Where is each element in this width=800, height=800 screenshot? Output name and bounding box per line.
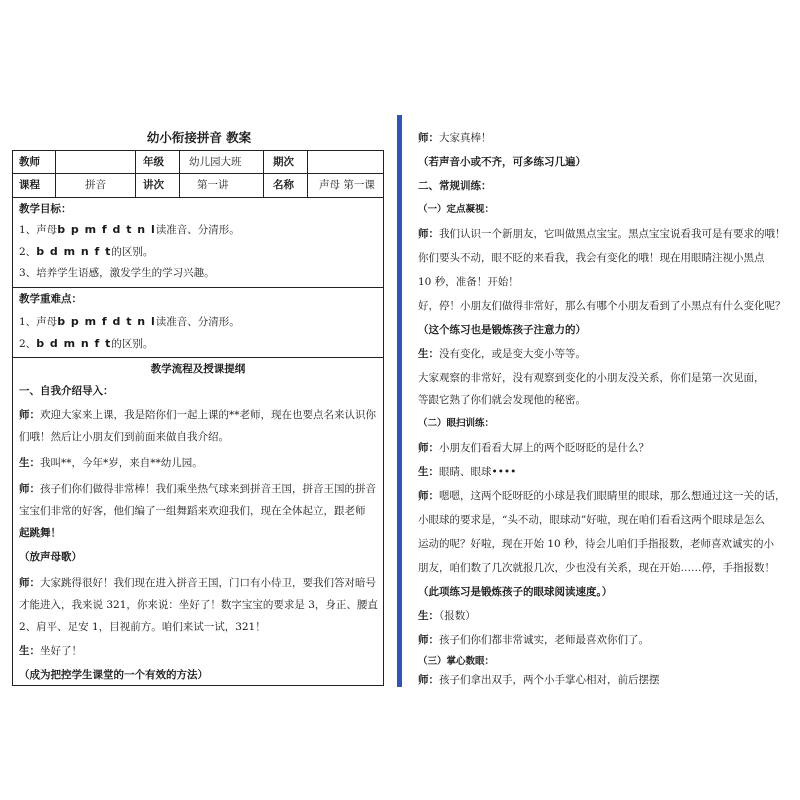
col-divider xyxy=(135,151,136,197)
dialogue-line: 师：欢迎大家来上课，我是陪你们一起上课的**老师，现在也要点名来认识你 xyxy=(19,409,376,421)
left-page xyxy=(12,118,386,688)
objectives-heading: 教学目标： xyxy=(19,203,72,215)
row-divider xyxy=(13,197,383,198)
note-line: （此项练习是锻炼孩子的眼球阅读速度。） xyxy=(418,586,613,598)
dialogue-line: 宝宝们非常的好客，他们编了一组舞蹈来欢迎我们，现在全体起立，跟老师 xyxy=(19,505,366,517)
col-divider xyxy=(55,151,56,197)
objective-item: 3、培养学生语感，激发学生的学习兴趣。 xyxy=(19,267,215,279)
page-divider xyxy=(397,115,402,687)
dialogue-line: 小眼球的要求是，“头不动，眼球动”好啦，现在咱们看看这两个眼球是怎么 xyxy=(418,514,765,526)
key-point-item: 2、b d m n f t的区别。 xyxy=(19,337,154,350)
flow-heading: 教学流程及授课提纲 xyxy=(150,363,246,375)
note-line: （这个练习也是锻炼孩子注意力的） xyxy=(418,324,586,336)
dialogue-line: 师：孩子们拿出双手，两个小手掌心相对，前后摆摆 xyxy=(418,674,660,686)
right-page xyxy=(410,118,798,688)
grade-label: 年级 xyxy=(143,156,164,168)
subsection-heading: （二）眼扫训练： xyxy=(418,418,495,429)
dialogue-line: 朋友，咱们数了几次就报几次，少也没有关系，现在开始……停，手指报数！ xyxy=(418,562,775,574)
col-divider xyxy=(263,151,264,197)
note-line: （成为把控学生课堂的一个有效的方法） xyxy=(19,669,208,681)
lesson-plan-table xyxy=(12,150,384,686)
section-heading: 二、常规训练： xyxy=(418,180,492,192)
dialogue-line: 师：孩子们你们做得非常棒！我们乘坐热气球来到拼音王国，拼音王国的拼音 xyxy=(19,483,376,495)
dialogue-line: 生：坐好了！ xyxy=(19,645,82,657)
name-value: 声母 第一课 xyxy=(319,179,375,191)
section-heading: 一、自我介绍导入： xyxy=(19,385,114,397)
dialogue-line: 师：大家跳得很好！我们现在进入拼音王国，门口有小侍卫，要我们答对暗号 xyxy=(19,577,376,589)
dialogue-line: 生：眼睛、眼球•••• xyxy=(418,466,517,478)
row-divider xyxy=(13,287,383,288)
dialogue-line: 你们要头不动，眼不眨的来看我，我会有变化的哦！现在用眼睛注视小黑点 xyxy=(418,252,765,264)
dialogue-line: 生：没有变化，或是变大变小等等。 xyxy=(418,348,586,360)
col-divider xyxy=(307,151,308,197)
lecture-value: 第一讲 xyxy=(197,179,229,191)
dialogue-line: 师：嗯嗯，这两个眨呀眨的小球是我们眼睛里的眼球，那么想通过这一关的话， xyxy=(418,490,786,502)
dialogue-line: 好，停！小朋友们做得非常好，那么有哪个小朋友看到了小黑点有什么变化呢？ xyxy=(418,300,786,312)
dialogue-line: 生：我叫**，今年*岁，来自**幼儿园。 xyxy=(19,457,203,469)
key-point-item: 1、声母b p m f d t n l读准音、分清形。 xyxy=(19,315,240,328)
teacher-label: 教师 xyxy=(19,156,40,168)
dialogue-line: 运动的呢？好啦，现在开始 10 秒，待会儿咱们手指报数，老师喜欢诚实的小 xyxy=(418,538,775,550)
lecture-label: 讲次 xyxy=(143,179,164,191)
note-line: （放声母歌） xyxy=(19,551,82,563)
dialogue-line: 等跟它熟了你们就会发现他的秘密。 xyxy=(418,394,586,406)
dialogue-line: 生：（报数） xyxy=(418,610,476,622)
grade-value: 幼儿园大班 xyxy=(189,156,242,168)
dialogue-line: 起跳舞！ xyxy=(19,527,61,539)
dialogue-line: 大家观察的非常好，没有观察到变化的小朋友没关系，你们是第一次见面， xyxy=(418,372,765,384)
objective-item: 1、声母b p m f d t n l读准音、分清形。 xyxy=(19,223,240,236)
subsection-heading: （三）掌心数眼： xyxy=(418,656,495,667)
name-label: 名称 xyxy=(273,179,294,191)
objective-item: 2、b d m n f t的区别。 xyxy=(19,245,154,258)
row-divider xyxy=(13,173,383,174)
key-points-heading: 教学重难点： xyxy=(19,293,82,305)
issue-label: 期次 xyxy=(273,156,294,168)
dialogue-line: 师：小朋友们看看大屏上的两个眨呀眨的是什么？ xyxy=(418,442,649,454)
course-label: 课程 xyxy=(19,179,40,191)
dialogue-line: 们哦！然后让小朋友们到前面来做自我介绍。 xyxy=(19,431,229,443)
row-divider xyxy=(13,357,383,358)
dialogue-line: 10 秒，准备！开始！ xyxy=(418,276,519,288)
dialogue-line: 才能进入，我来说 321，你来说：坐好了！数字宝宝的要求是 3，身正、腰直 xyxy=(19,599,378,611)
dialogue-line: 师：孩子们你们都非常诚实，老师最喜欢你们了。 xyxy=(418,634,649,646)
dialogue-line: 师：我们认识一个新朋友，它叫做黑点宝宝。黑点宝宝说看我可是有要求的哦！ xyxy=(418,228,786,240)
subsection-heading: （一）定点凝视： xyxy=(418,204,495,215)
dialogue-line: 师：大家真棒！ xyxy=(418,132,492,144)
course-value: 拼音 xyxy=(85,179,106,191)
document-title: 幼小衔接拼音 教案 xyxy=(146,130,252,145)
col-divider xyxy=(179,151,180,197)
note-line: （若声音小或不齐，可多练习几遍） xyxy=(418,156,586,168)
dialogue-line: 2、肩平、足安 1，目视前方。咱们来试一试，321！ xyxy=(19,621,266,633)
